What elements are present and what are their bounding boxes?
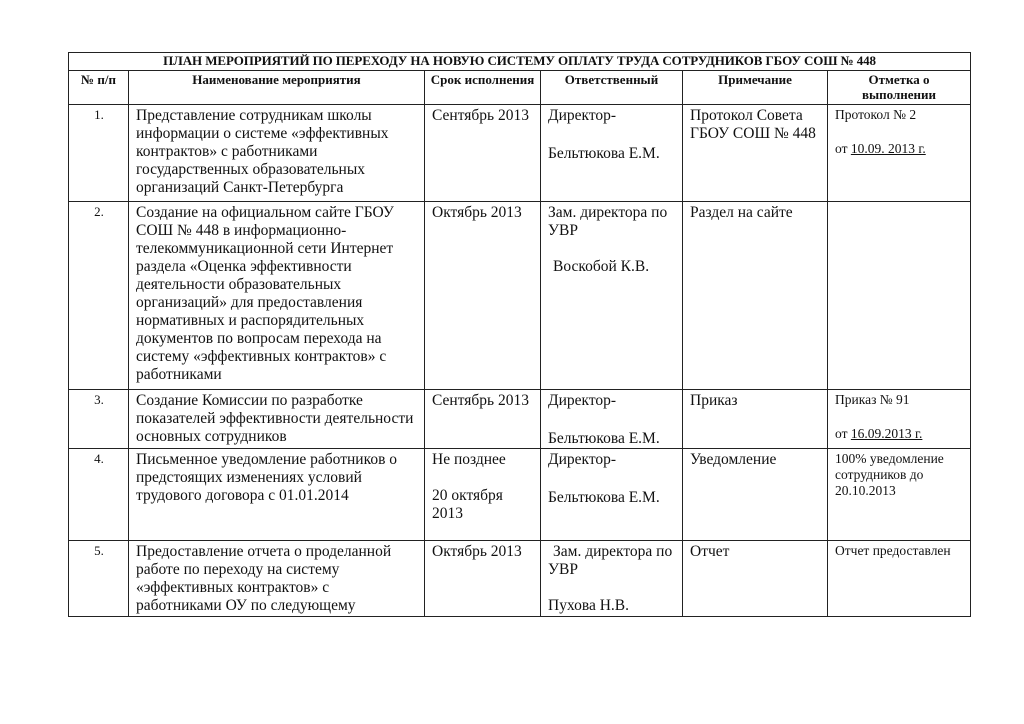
row-num: 5. — [69, 541, 129, 617]
row-mark: 100% уведомление сотрудников до 20.10.2013 — [828, 449, 971, 541]
header-mark: Отметка о выполнении — [828, 71, 971, 105]
row-mark: Отчет предоставлен — [828, 541, 971, 617]
row-note: Раздел на сайте — [683, 202, 828, 390]
row-responsible — [541, 541, 683, 617]
plan-table — [68, 52, 971, 617]
row-note: Отчет — [683, 541, 828, 617]
header-note: Примечание — [683, 71, 828, 105]
plan-document — [68, 52, 970, 617]
header-responsible: Ответственный — [541, 71, 683, 105]
table-row — [69, 202, 971, 390]
row-num: 1. — [69, 105, 129, 202]
responsible-role: Директор- — [548, 392, 617, 409]
mark-doc: Протокол № 2 — [835, 107, 917, 122]
row-term: Октябрь 2013 — [425, 202, 541, 390]
row-mark — [828, 390, 971, 449]
row-num: 4. — [69, 449, 129, 541]
responsible-person: Бельтюкова Е.М. — [548, 489, 660, 506]
row-responsible — [541, 105, 683, 202]
responsible-role: Директор- — [548, 451, 617, 468]
responsible-role: Зам. директора по УВР — [548, 204, 668, 239]
row-note: Протокол Совета ГБОУ СОШ № 448 — [683, 105, 828, 202]
row-num: 3. — [69, 390, 129, 449]
row-note: Уведомление — [683, 449, 828, 541]
mark-doc: Приказ № 91 — [835, 392, 910, 407]
responsible-person: Воскобой К.В. — [553, 258, 650, 275]
row-term: Октябрь 2013 — [425, 541, 541, 617]
row-name: Создание Комиссии по разработке показателей эффективности деятельности основных сотрудников — [129, 390, 425, 449]
row-responsible — [541, 202, 683, 390]
row-term — [425, 449, 541, 541]
row-name: Создание на официальном сайте ГБОУ СОШ № 448 в информационно-телекоммуникационной сети Интернет раздела «Оценка эффективности деятельности образовательных организаций» для предоставления нормативных и распорядительных документов по вопросам перехода на систему «эффективных контрактов» с работниками — [129, 202, 425, 390]
header-num: № п/п — [69, 71, 129, 105]
row-name: Письменное уведомление работников о предстоящих изменениях условий трудового договора с 01.01.2014 — [129, 449, 425, 541]
mark-date: 10.09. 2013 г. — [850, 141, 926, 156]
row-name: Представление сотрудникам школы информации о системе «эффективных контрактов» с работниками государственных образовательных организаций Санкт-Петербурга — [129, 105, 425, 202]
row-mark — [828, 202, 971, 390]
row-term: Сентябрь 2013 — [425, 105, 541, 202]
responsible-role: Зам. директора по УВР — [548, 543, 673, 578]
row-name: Предоставление отчета о проделанной работе по переходу на систему «эффективных контрактов» с работниками ОУ по следующему — [129, 541, 425, 617]
table-row — [69, 541, 971, 617]
row-responsible — [541, 449, 683, 541]
row-mark — [828, 105, 971, 202]
responsible-person: Пухова Н.В. — [548, 597, 630, 614]
header-term: Срок исполнения — [425, 71, 541, 105]
term-line1: Не позднее — [432, 451, 506, 468]
row-note: Приказ — [683, 390, 828, 449]
row-responsible — [541, 390, 683, 449]
row-num: 2. — [69, 202, 129, 390]
responsible-person: Бельтюкова Е.М. — [548, 430, 660, 447]
table-row — [69, 390, 971, 449]
term-line2: 20 октября 2013 — [432, 487, 503, 522]
mark-date-prefix: от — [835, 141, 851, 156]
table-title: ПЛАН МЕРОПРИЯТИЙ ПО ПЕРЕХОДУ НА НОВУЮ СИСТЕМУ ОПЛАТУ ТРУДА СОТРУДНИКОВ ГБОУ СОШ № 448 — [69, 53, 971, 71]
row-term: Сентябрь 2013 — [425, 390, 541, 449]
table-row — [69, 449, 971, 541]
header-name: Наименование мероприятия — [129, 71, 425, 105]
responsible-role: Директор- — [548, 107, 617, 124]
mark-date-prefix: от — [835, 426, 851, 441]
table-row — [69, 105, 971, 202]
mark-date: 16.09.2013 г. — [850, 426, 923, 441]
responsible-person: Бельтюкова Е.М. — [548, 145, 660, 162]
